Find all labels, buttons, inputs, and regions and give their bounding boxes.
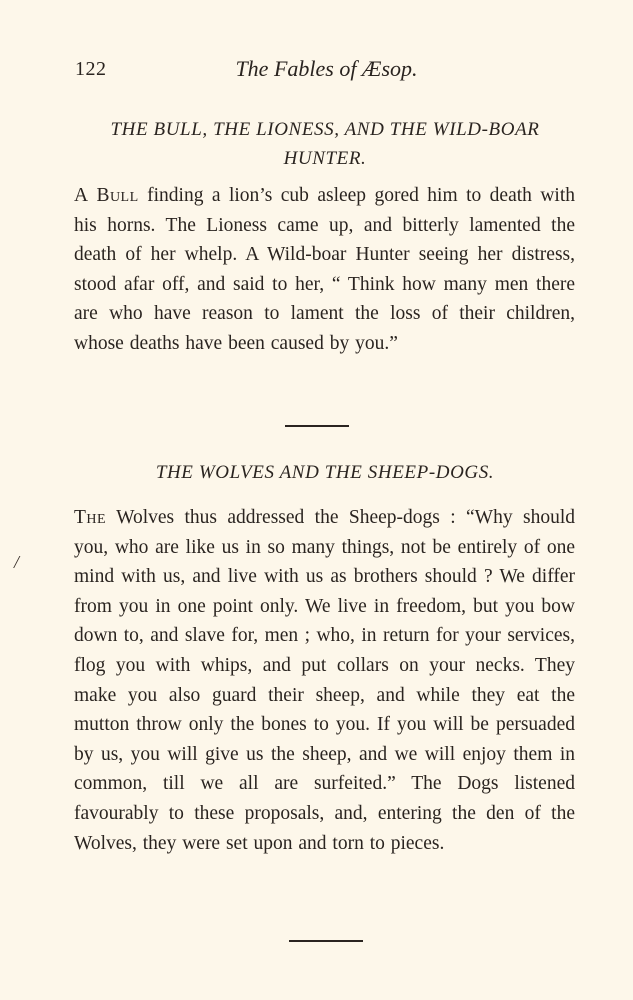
fable-title-1: THE BULL, THE LIONESS, AND THE WILD-BOAR HUNTER. bbox=[110, 119, 540, 169]
margin-mark: / bbox=[14, 552, 20, 572]
fable-lead-word-1: A Bull bbox=[74, 185, 139, 206]
running-title: The Fables of Æsop. bbox=[235, 56, 418, 81]
section-divider-1 bbox=[285, 425, 349, 427]
page-number: 122 bbox=[75, 58, 107, 80]
section-divider-2 bbox=[289, 940, 363, 942]
fable-text-2: Wolves thus addressed the Sheep-dogs : “Why should you, who are like us in so many things, not be entirely of one mind with us, and live with us as brothers should ? We differ from you in one point only. We live in freedom, but you bow down to, and slave for, men ; who, in return for your services, flog you with whips, and put collars on your necks. They make you also guard their sheep, and while they eat the mutton throw only the bones to you. If you will be persuaded by us, you will give us the sheep, and we will enjoy them in common, till we all are surfeited.” The Dogs listened favourably to these proposals, and, entering the den of the Wolves, they were set upon and torn to pieces. bbox=[74, 507, 575, 854]
fable-title-2: THE WOLVES AND THE SHEEP-DOGS. bbox=[155, 462, 495, 483]
fable-text-1: finding a lion’s cub asleep gored him to death with his horns. The Lioness came up, and bitterly lamented the death of her whelp. A Wild-boar Hunter seeing her distress, stood afar off, and said to her, “ Think how many men there are who have reason to lament the loss of their children, whose deaths have been caused by you.” bbox=[74, 185, 576, 354]
fable-body-1 bbox=[74, 181, 575, 359]
fable-lead-word-2: The bbox=[74, 507, 107, 528]
fable-body-2 bbox=[74, 503, 575, 858]
